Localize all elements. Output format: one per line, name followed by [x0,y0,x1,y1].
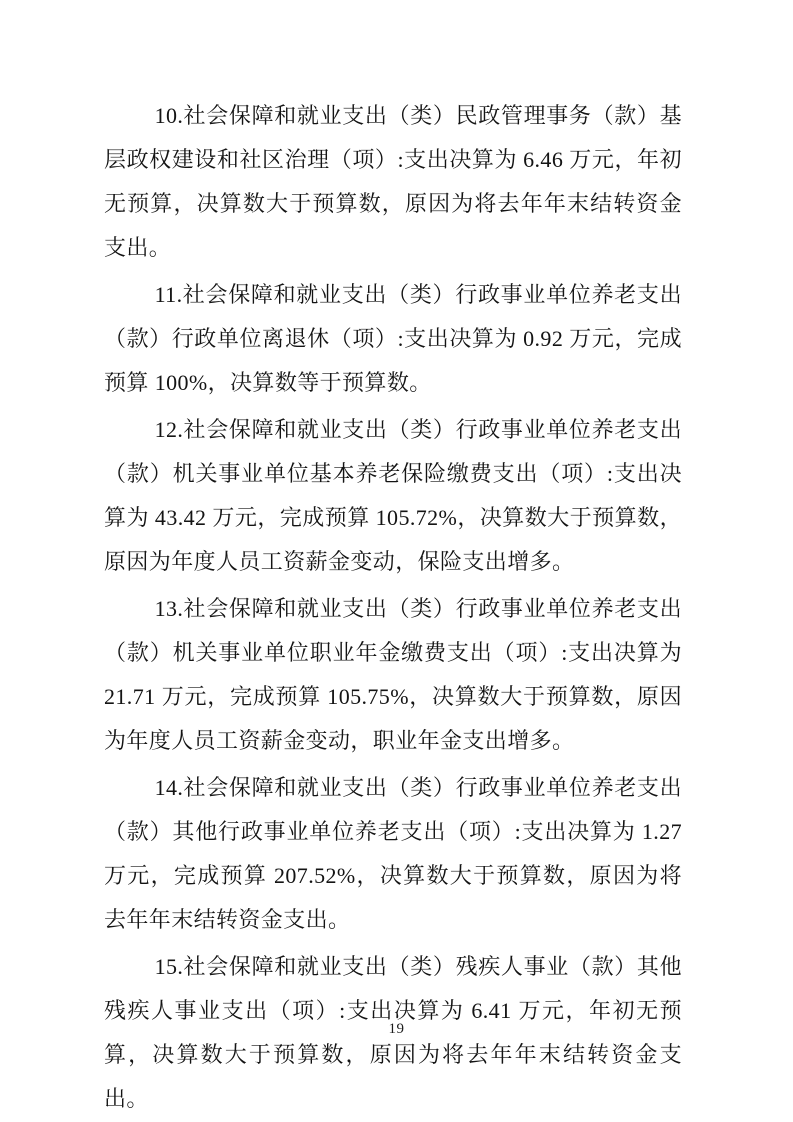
paragraph-item-14: 14.社会保障和就业支出（类）行政事业单位养老支出（款）其他行政事业单位养老支出（项）:支出决算为 1.27 万元，完成预算 207.52%，决算数大于预算数，原因为将去年年末结转资金支出。 [104,775,682,932]
paragraph-item-11: 11.社会保障和就业支出（类）行政事业单位养老支出（款）行政单位离退休（项）:支出决算为 0.92 万元，完成预算 100%，决算数等于预算数。 [104,282,682,395]
paragraph-item-15: 15.社会保障和就业支出（类）残疾人事业（款）其他残疾人事业支出（项）:支出决算为 6.41 万元，年初无预算，决算数大于预算数，原因为将去年年末结转资金支出。 [104,954,682,1111]
paragraph-item-13: 13.社会保障和就业支出（类）行政事业单位养老支出（款）机关事业单位职业年金缴费支出（项）:支出决算为 21.71 万元，完成预算 105.75%，决算数大于预算数，原因为年度人员工资薪金变动，职业年金支出增多。 [104,596,682,753]
document-body [104,94,682,1122]
paragraph-item-12: 12.社会保障和就业支出（类）行政事业单位养老支出（款）机关事业单位基本养老保险缴费支出（项）:支出决算为 43.42 万元，完成预算 105.72%，决算数大于预算数，原因为年度人员工资薪金变动，保险支出增多。 [104,417,682,574]
page-number: 19 [388,1021,405,1037]
paragraph-item-10: 10.社会保障和就业支出（类）民政管理事务（款）基层政权建设和社区治理（项）:支出决算为 6.46 万元，年初无预算，决算数大于预算数，原因为将去年年末结转资金支出。 [104,103,682,260]
